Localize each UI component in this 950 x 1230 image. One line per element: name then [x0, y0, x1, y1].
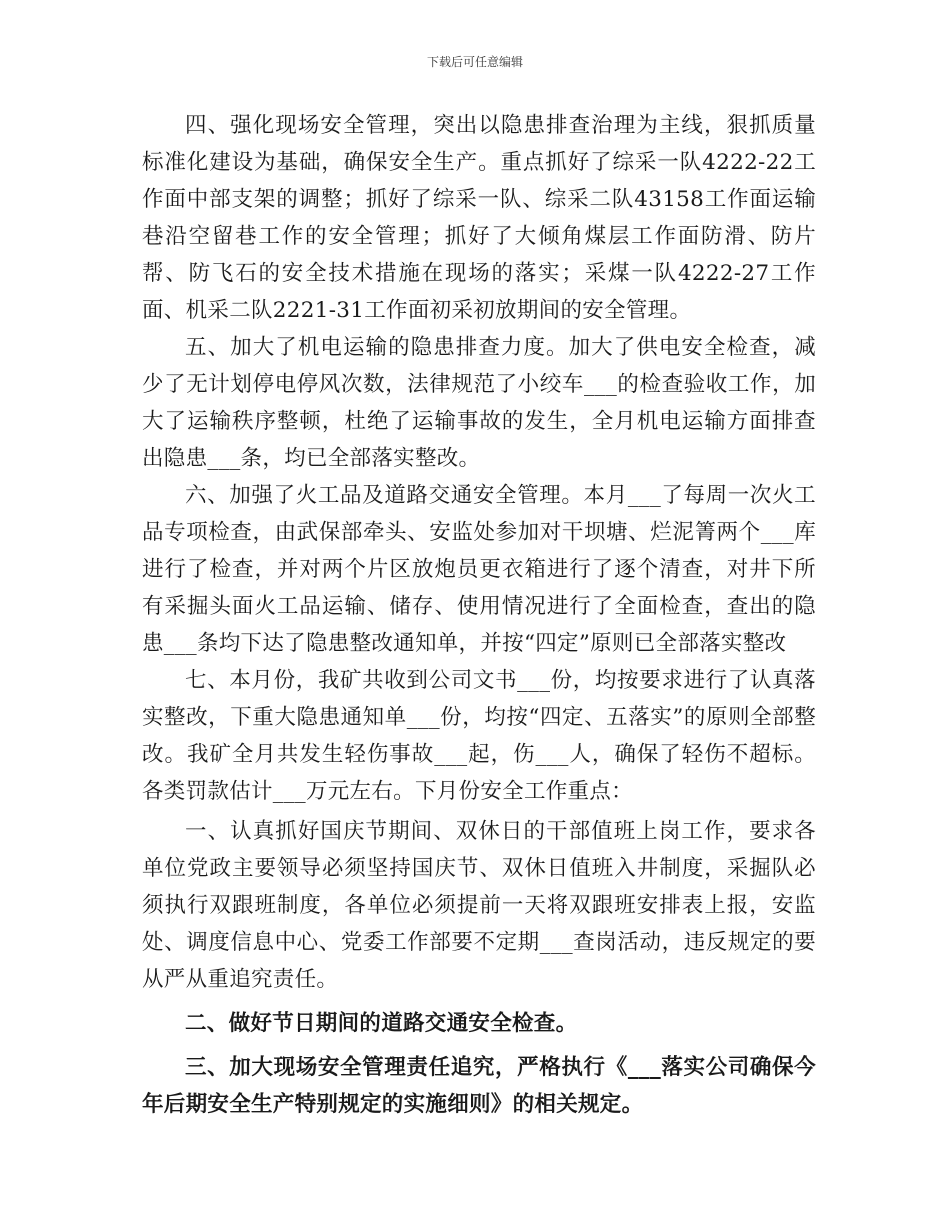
document-body — [142, 107, 816, 1123]
paragraph-plan-3-accountability: 三、加大现场安全管理责任追究，严格执行《___落实公司确保今年后期安全生产特别规定的实施细则》的相关规定。 — [142, 1055, 816, 1117]
page-header-note: 下载后可任意编辑 — [426, 55, 523, 69]
paragraph-7-monthly-summary: 七、本月份，我矿共收到公司文书___份，均按要求进行了认真落实整改，下重大隐患通知单___份，均按“四定、五落实”的原则全部整改。我矿全月共发生轻伤事故___起，伤___人，确保了轻伤不超标。各类罚款估计___万元左右。下月份安全工作重点： — [142, 668, 816, 804]
paragraph-5-electromechanical: 五、加大了机电运输的隐患排查力度。加大了供电安全检查，减少了无计划停电停风次数，法律规范了小绞车___的检查验收工作，加大了运输秩序整顿，杜绝了运输事故的发生，全月机电运输方面排查出隐患___条，均已全部落实整改。 — [142, 335, 816, 471]
paragraph-plan-1-duty: 一、认真抓好国庆节期间、双休日的干部值班上岗工作，要求各单位党政主要领导必须坚持国庆节、双休日值班入井制度，采掘队必须执行双跟班制度，各单位必须提前一天将双跟班安排表上报，安监处、调度信息中心、党委工作部要不定期___查岗活动，违反规定的要从严从重追究责任。 — [142, 819, 816, 992]
paragraph-6-explosives-traffic: 六、加强了火工品及道路交通安全管理。本月___了每周一次火工品专项检查，由武保部牵头、安监处参加对干坝塘、烂泥箐两个___库进行了检查，并对两个片区放炮员更衣箱进行了逐个清查，对井下所有采掘头面火工品运输、储存、使用情况进行了全面检查，查出的隐患___条均下达了隐患整改通知单，并按“四定”原则已全部落实整改 — [142, 483, 816, 656]
paragraph-4-site-safety: 四、强化现场安全管理，突出以隐患排查治理为主线，狠抓质量标准化建设为基础，确保安全生产。重点抓好了综采一队4222-22工作面中部支架的调整；抓好了综采一队、综采二队43158工作面运输巷沿空留巷工作的安全管理；抓好了大倾角煤层工作面防滑、防片帮、防飞石的安全技术措施在现场的落实；采煤一队4222-27工作面、机采二队2221-31工作面初采初放期间的安全管理。 — [142, 113, 816, 323]
paragraph-plan-2-traffic: 二、做好节日期间的道路交通安全检查。 — [185, 1011, 578, 1036]
